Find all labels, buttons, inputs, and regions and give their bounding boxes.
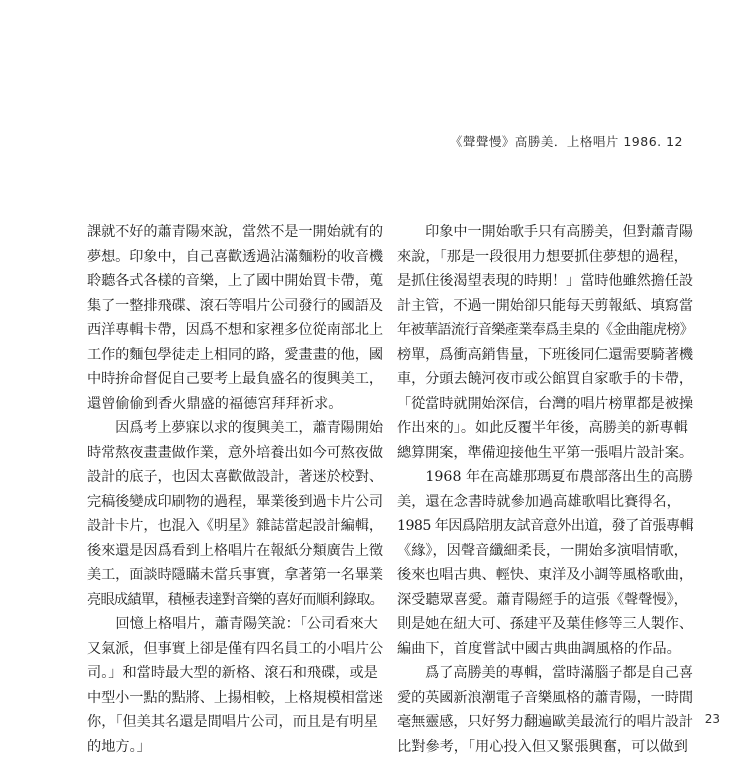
text-line: 集了一整排飛碟、滾石等唱片公司發行的國語及 <box>87 294 383 319</box>
text-line: 還曾偷偷到香火鼎盛的福德宮拜拜祈求。 <box>87 392 383 417</box>
page-number: 23 <box>705 712 720 726</box>
text-line: 年被華語流行音樂產業奉爲圭臬的《金曲龍虎榜》 <box>397 318 693 343</box>
text-line: 聆聽各式各樣的音樂，上了國中開始買卡帶，蒐 <box>87 269 383 294</box>
text-line: 印象中一開始歌手只有高勝美，但對蕭青陽 <box>397 220 693 245</box>
text-line: 工作的麵包學徒走上相同的路，愛畫畫的他，國 <box>87 343 383 368</box>
text-line: 夢想。印象中，自己喜歡透過沾滿麵粉的收音機 <box>87 245 383 270</box>
text-line: 的地方。」 <box>87 735 383 759</box>
text-line: 中型小一點的點將、上揚相較，上格規模相當迷 <box>87 686 383 711</box>
text-line: 榜單，爲衝高銷售量，下班後同仁還需要騎著機 <box>397 343 693 368</box>
text-line: 毫無靈感，只好努力翻遍歐美最流行的唱片設計 <box>397 710 693 735</box>
text-line: 深受聽眾喜愛。蕭青陽經手的這張《聲聲慢》， <box>397 588 693 613</box>
text-line: 完稿後變成印刷物的過程，畢業後到過卡片公司 <box>87 490 383 515</box>
text-line: 來說，「那是一段很用力想要抓住夢想的過程， <box>397 245 693 270</box>
text-line: 時常熬夜畫畫做作業，意外培養出如今可熬夜做 <box>87 441 383 466</box>
right-column <box>397 220 693 759</box>
text-line: 又氣派，但事實上卻是僅有四名員工的小唱片公 <box>87 637 383 662</box>
text-line: 回憶上格唱片，蕭青陽笑說：「公司看來大 <box>87 612 383 637</box>
text-line: 你，「但美其名還是間唱片公司，而且是有明星 <box>87 710 383 735</box>
text-line: 司。」和當時最大型的新格、滾石和飛碟，或是 <box>87 661 383 686</box>
text-line: 設計的底子，也因太喜歡做設計，著迷於校對、 <box>87 465 383 490</box>
text-line: 西洋專輯卡帶，因爲不想和家裡多位從南部北上 <box>87 318 383 343</box>
text-line: 爲了高勝美的專輯，當時滿腦子都是自己喜 <box>397 661 693 686</box>
text-line: 美，還在念書時就參加過高雄歌唱比賽得名， <box>397 490 693 515</box>
text-line: 因爲考上夢寐以求的復興美工，蕭青陽開始 <box>87 416 383 441</box>
text-line: 「從當時就開始深信，台灣的唱片榜單都是被操 <box>397 392 693 417</box>
text-line: 後來也唱古典、輕快、東洋及小調等風格歌曲， <box>397 563 693 588</box>
text-line: 計主管，不過一開始卻只能每天剪報紙、填寫當 <box>397 294 693 319</box>
text-line: 1968 年在高雄那瑪夏布農部落出生的高勝 <box>397 465 693 490</box>
text-line: 車，分頭去饒河夜市或公館買自家歌手的卡帶， <box>397 367 693 392</box>
text-line: 美工，面談時隱瞞未當兵事實，拿著第一名畢業 <box>87 563 383 588</box>
text-line: 編曲下，首度嘗試中國古典曲調風格的作品。 <box>397 637 693 662</box>
text-line: 比對參考，「用心投入但又緊張興奮，可以做到 <box>397 735 693 759</box>
text-line: 設計卡片，也混入《明星》雜誌當起設計編輯， <box>87 514 383 539</box>
left-column <box>87 220 383 759</box>
text-line: 課就不好的蕭青陽來說，當然不是一開始就有的 <box>87 220 383 245</box>
text-line: 作出來的」。如此反覆半年後，高勝美的新專輯 <box>397 416 693 441</box>
text-line: 《緣》，因聲音纖細柔長，一開始多演唱情歌， <box>397 539 693 564</box>
text-line: 亮眼成績單，積極表達對音樂的喜好而順利錄取。 <box>87 588 383 613</box>
text-line: 是抓住後渴望表現的時期！」當時他雖然擔任設 <box>397 269 693 294</box>
text-line: 則是她在紐大可、孫建平及葉佳修等三人製作、 <box>397 612 693 637</box>
text-line: 總算開案，準備迎接他生平第一張唱片設計案。 <box>397 441 693 466</box>
photo-caption: 《聲聲慢》高勝美．上格唱片 1986. 12 <box>450 132 683 150</box>
text-line: 中時拚命督促自己要考上最負盛名的復興美工， <box>87 367 383 392</box>
text-line: 愛的英國新浪潮電子音樂風格的蕭青陽，一時間 <box>397 686 693 711</box>
text-line: 1985 年因爲陪朋友試音意外出道，發了首張專輯 <box>397 514 693 539</box>
text-line: 後來還是因爲看到上格唱片在報紙分類廣告上徵 <box>87 539 383 564</box>
